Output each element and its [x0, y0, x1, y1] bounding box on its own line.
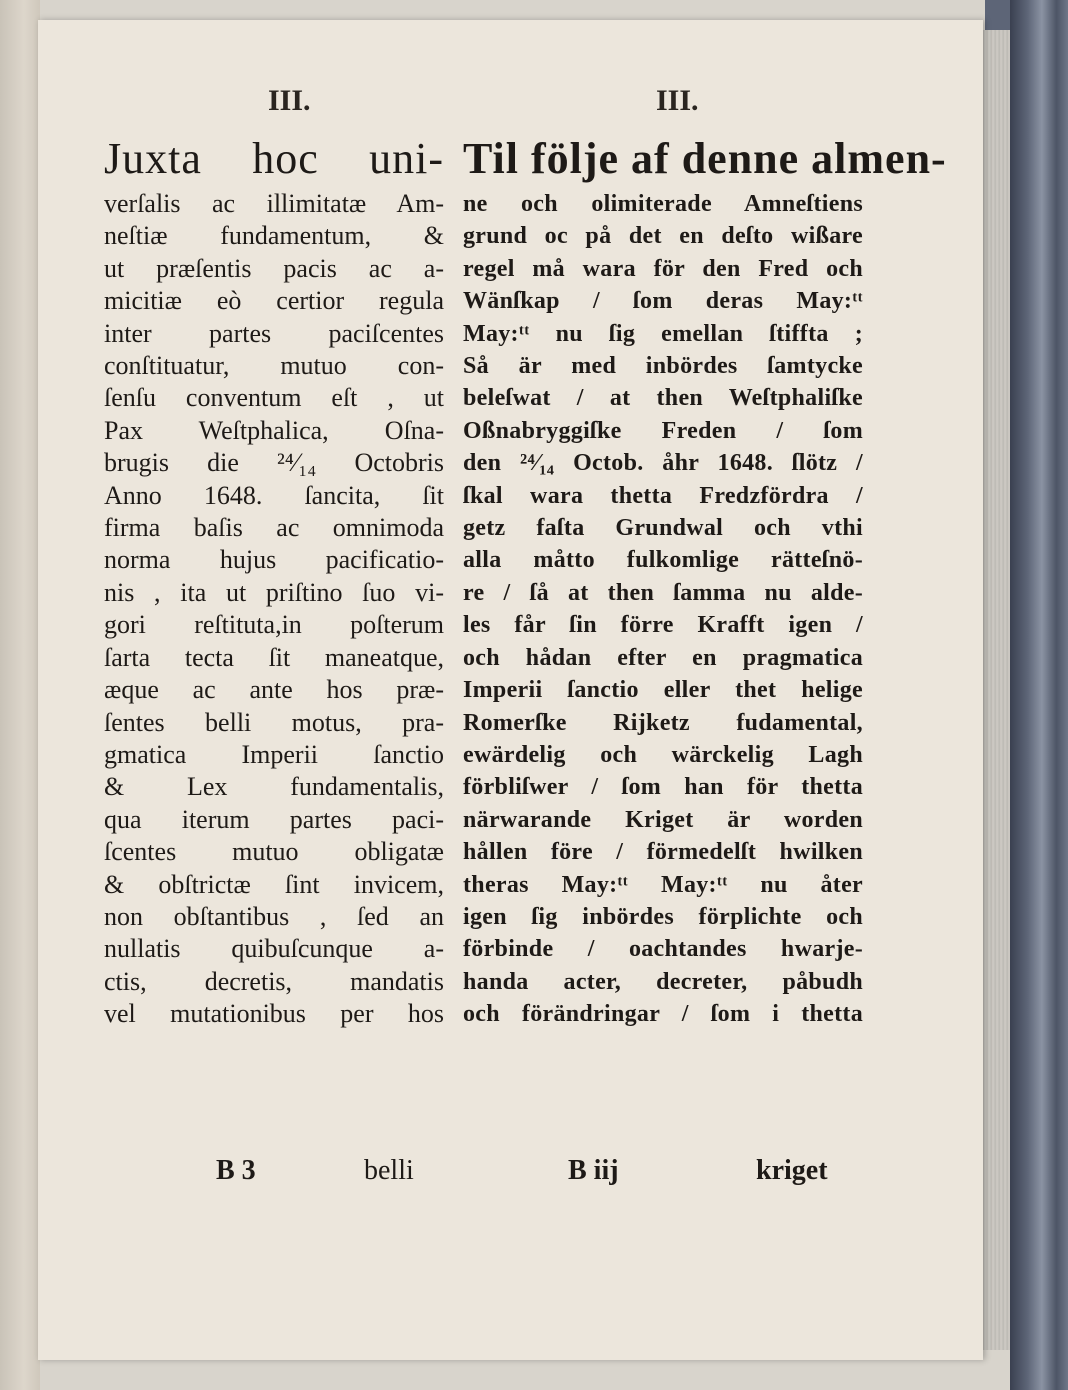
text-line: regel må wara för den Fred och	[463, 255, 863, 282]
text-line: hållen före / förmedelſt hwilken	[463, 839, 863, 866]
text-line: ſkal wara thetta Fredzfördra /	[463, 482, 863, 509]
printed-page	[38, 20, 983, 1360]
text-line: Imperii ſanctio eller thet helige	[463, 677, 863, 704]
text-line: ſcentes mutuo obligatæ	[104, 837, 444, 867]
swedish-column	[463, 130, 947, 1031]
text-line: inter partes paciſcentes	[104, 318, 444, 348]
book-cover	[1010, 0, 1068, 1390]
text-line: grund oc på det en deſto wißare	[463, 223, 863, 250]
text-line: brugis die ²⁴⁄₁₄ Octobris	[104, 448, 444, 478]
text-line: beleſwat / at then Weſtphaliſke	[463, 385, 863, 412]
latin-column	[104, 130, 444, 1031]
text-line: verſalis ac illimitatæ Am-	[104, 189, 444, 218]
text-line: alla måtto fulkomlige rätteſnö-	[463, 547, 863, 574]
text-line: nullatis quibuſcunque a-	[104, 934, 444, 964]
text-line: den ²⁴⁄₁₄ Octob. åhr 1648. ſlötz /	[463, 450, 863, 477]
previous-page-edge	[0, 0, 40, 1390]
text-line: firma baſis ac omnimoda	[104, 513, 444, 543]
text-line: neſtiæ fundamentum, &	[104, 221, 444, 251]
text-line: handa acter, decreter, påbudh	[463, 968, 863, 995]
swedish-text-block	[463, 188, 863, 1031]
text-line: non obſtantibus , ſed an	[104, 901, 444, 931]
text-line: ſentes belli motus, pra-	[104, 707, 444, 737]
text-line: gmatica Imperii ſanctio	[104, 739, 444, 769]
text-line: norma hujus pacificatio-	[104, 545, 444, 575]
text-line: ſarta tecta ſit maneatque,	[104, 642, 444, 672]
left-column-header: III.	[268, 84, 311, 117]
text-line: ewärdelig och wärckelig Lagh	[463, 741, 863, 768]
text-line: micitiæ eò certior regula	[104, 286, 444, 316]
text-line: igen ſig inbördes förplichte och	[463, 903, 863, 930]
text-line: Oßnabryggiſke Freden / ſom	[463, 417, 863, 444]
text-line: nis , ita ut priſtino ſuo vi-	[104, 577, 444, 607]
text-line: Pax Weſtphalica, Oſna-	[104, 415, 444, 445]
text-line: les får ſin förre Krafft igen /	[463, 612, 863, 639]
text-line: & obſtrictæ ſint invicem,	[104, 869, 444, 899]
text-line: qua iterum partes paci-	[104, 804, 444, 834]
text-line: Så är med inbördes ſamtycke	[463, 353, 863, 380]
text-line: theras May:ᵗᵗ May:ᵗᵗ nu åter	[463, 871, 863, 898]
text-line: getz faſta Grundwal och vthi	[463, 515, 863, 542]
text-line: förbinde / oachtandes hwarje-	[463, 936, 863, 963]
text-line: ne och olimiterade Amneſtiens	[463, 191, 863, 217]
text-line: gori reſtituta,in poſterum	[104, 610, 444, 640]
text-line: förbliſwer / ſom han för thetta	[463, 774, 863, 801]
text-line: närwarande Kriget är worden	[463, 806, 863, 833]
text-line: ſenſu conventum eſt , ut	[104, 383, 444, 413]
text-line: och hådan efter en pragmatica	[463, 644, 863, 671]
latin-text-block	[104, 188, 444, 1031]
text-line: Romerſke Rijketz fudamental,	[463, 709, 863, 736]
text-line: vel mutationibus per hos	[104, 999, 444, 1029]
swedish-first-line: Til följe af denne almen-	[463, 134, 947, 183]
catchword-left: belli	[364, 1155, 414, 1186]
text-line: Anno 1648. ſancita, ſit	[104, 480, 444, 510]
text-line: ctis, decretis, mandatis	[104, 966, 444, 996]
text-line: och förändringar / ſom i thetta	[463, 1001, 863, 1028]
signature-mark-right: B iij	[568, 1155, 619, 1186]
right-column-header: III.	[656, 84, 699, 117]
text-line: May:ᵗᵗ nu ſig emellan ſtiffta ;	[463, 320, 863, 347]
text-line: ut præſentis pacis ac a-	[104, 253, 444, 283]
text-line: æque ac ante hos præ-	[104, 675, 444, 705]
text-line: & Lex fundamentalis,	[104, 772, 444, 802]
text-line: Wänſkap / ſom deras May:ᵗᵗ	[463, 288, 863, 315]
catchword-right: kriget	[756, 1155, 828, 1186]
latin-first-line: Juxta hoc uni-	[104, 134, 444, 183]
text-line: conſtituatur, mutuo con-	[104, 351, 444, 381]
signature-mark-left: B 3	[216, 1155, 256, 1186]
text-line: re / ſå at then ſamma nu alde-	[463, 579, 863, 606]
